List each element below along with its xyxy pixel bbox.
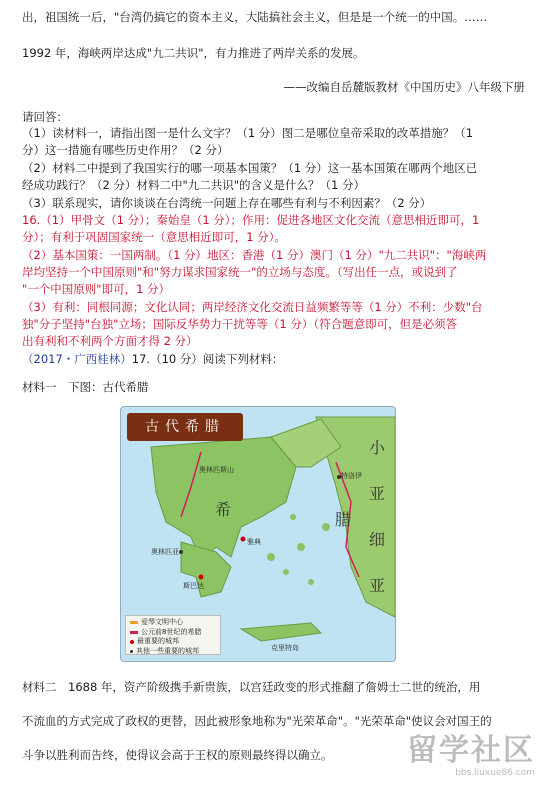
answer-2: （2）基本国策：一国两制。（1 分）地区：香港（1 分）澳门（1 分）"九二共识"："海峡两 xyxy=(22,248,487,262)
text-line: 1992 年，海峡两岸达成"九二共识"，有力推进了两岸关系的发展。 xyxy=(22,46,365,60)
question-17-source: （2017・广西桂林） xyxy=(22,352,132,366)
map-label-athens: 雅典 xyxy=(247,538,261,546)
material-1-label: 材料一 下图：古代希腊 xyxy=(22,380,149,394)
map-label-xiao: 小 xyxy=(369,438,386,457)
question-heading: 请回答： xyxy=(22,110,68,124)
map-label-sparta: 斯巴达 xyxy=(183,582,204,590)
map-label-la: 腊 xyxy=(335,510,352,529)
question-3: （3）联系现实，请你谈谈在台湾统一问题上存在哪些有利与不利因素？（2 分） xyxy=(22,196,432,210)
map-label-xi: 希 xyxy=(215,500,232,519)
material-2-cont: 不流血的方式完成了政权的更替，因此被形象地称为"光荣革命"。"光荣革命"使议会对国王的 xyxy=(22,714,492,728)
answer-3-cont: 独"分子坚持"台独"立场；国际反华势力干扰等等（1 分）（符合题意即可，但是必须答 xyxy=(22,317,458,331)
material-2: 材料二 1688 年，资产阶级携手新贵族，以宫廷政变的形式推翻了詹姆士二世的统治，用 xyxy=(22,680,481,694)
answer-3-cont2: 出有利和不利两个方面才得 2 分） xyxy=(22,334,198,348)
question-1: （1）读材料一，请指出图一是什么文字？（1 分）图二是哪位皇帝采取的改革措施？（1 xyxy=(22,126,474,140)
question-1-cont: 分）这一措施有哪些历史作用？（2 分） xyxy=(22,143,229,157)
map-label-ya2: 亚 xyxy=(369,576,386,595)
answer-1-cont: 分）；有利于巩固国家统一（意思相近即可，1 分）。 xyxy=(22,230,286,244)
map-label-crete: 克里特岛 xyxy=(271,644,299,652)
legend-item: 爱琴文明中心 xyxy=(130,618,216,628)
question-17-heading xyxy=(22,352,533,367)
answer-1: 16.（1）甲骨文（1 分）；秦始皇（1 分）；作用：促进各地区文化交流（意思相近即可，1 xyxy=(22,213,480,227)
legend-item: 其他一些重要的城邦 xyxy=(130,647,216,657)
site-watermark xyxy=(407,734,535,778)
question-17-text: 17.（10 分）阅读下列材料： xyxy=(131,352,284,366)
ancient-greece-map xyxy=(120,406,396,662)
map-title: 古代希腊 xyxy=(127,413,243,441)
legend-swatch xyxy=(130,631,138,634)
source-line: ——改编自岳麓版教材《中国历史》八年级下册 xyxy=(283,80,525,94)
legend-swatch xyxy=(130,640,134,644)
watermark-logo: 留学社区 xyxy=(407,733,535,768)
question-2: （2）材料二中提到了我国实行的哪一项基本国策？（1 分）这一基本国策在哪两个地区已 xyxy=(22,161,478,175)
answer-3: （3）有利：同根同源；文化认同；两岸经济文化交流日益频繁等等（1 分）不利：少数"台 xyxy=(22,300,483,314)
text-line: 出，祖国统一后，"台湾仍搞它的资本主义，大陆搞社会主义，但是是一个统一的中国。…… xyxy=(22,10,488,24)
legend-swatch xyxy=(130,621,138,624)
map-legend xyxy=(125,615,221,655)
map-label-olympus: 奥林匹斯山 xyxy=(199,466,234,474)
legend-item: 公元前8世纪的希腊 xyxy=(130,628,216,638)
map-label-troy: 特洛伊 xyxy=(341,472,362,480)
answer-2-cont: 岸均坚持一个中国原则"和"努力谋求国家统一"的立场与态度。（写出任一点，或说到了 xyxy=(22,265,458,279)
legend-swatch xyxy=(130,650,133,653)
question-2-cont: 经成功践行？（2 分）材料二中"九二共识"的含义是什么？（1 分） xyxy=(22,178,366,192)
map-label-ya: 亚 xyxy=(369,484,386,503)
answer-2-cont2: "一个中国原则"即可，1 分） xyxy=(22,282,171,296)
map-label-olympia: 奥林匹亚 xyxy=(151,548,179,556)
map-label-xi2: 细 xyxy=(369,530,386,549)
material-2-cont2: 斗争以胜利而告终，使得议会高于王权的原则最终得以确立。 xyxy=(22,748,333,762)
legend-item: 最重要的城邦 xyxy=(130,637,216,647)
watermark-url: bbs.liuxue86.com xyxy=(455,768,535,778)
